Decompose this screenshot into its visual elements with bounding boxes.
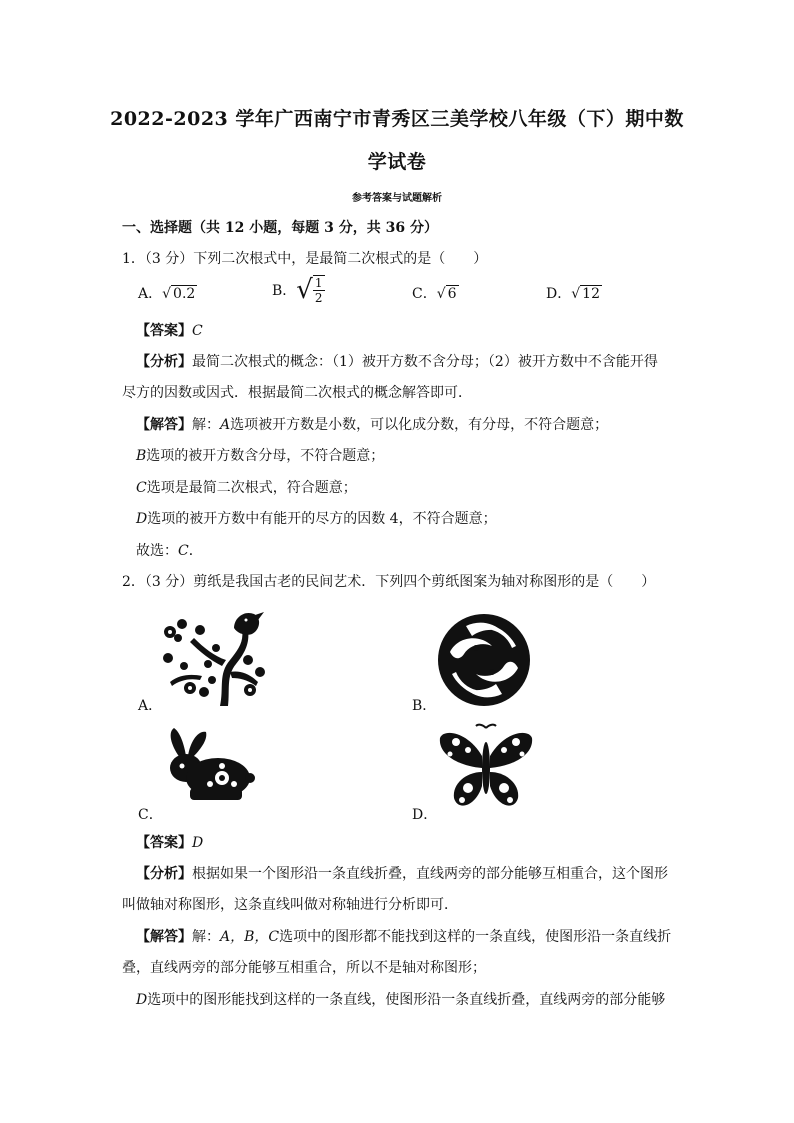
analysis-text: 最简二次根式的概念：（1）被开方数不含分母；（2）被开方数中不含能开得 [192, 354, 658, 370]
analysis-text: 根据如果一个图形沿一条直线折叠，直线两旁的部分能够互相重合，这个图形 [192, 866, 668, 882]
choice-text: ． [188, 543, 203, 559]
solution-letter: D [136, 511, 148, 527]
solution-text: 选项中的图形能找到这样的一条直线，使图形沿一条直线折叠，直线两旁的部分能够 [147, 992, 666, 1008]
papercut-circle-fish-image [436, 612, 532, 708]
option-d-label: D． [546, 286, 572, 302]
answer-tag: 【答案】 [136, 323, 192, 339]
solution-letters: A，B，C [220, 929, 280, 945]
solution-letter: B [136, 448, 147, 464]
solution-text: 选项中的图形都不能找到这样的一条直线，使图形沿一条直线折 [279, 929, 672, 945]
fraction-numerator: 1 [314, 276, 323, 290]
section-heading: 一、选择题（共 12 小题，每题 3 分，共 36 分） [122, 220, 438, 236]
option-c-label: C． [138, 807, 163, 823]
q1-choice [136, 540, 203, 560]
papercut-butterfly-image [438, 722, 534, 814]
papercut-rabbit-image [160, 726, 256, 802]
q1-analysis-line2: 尽方的因数或因式．根据最简二次根式的概念解答即可． [122, 385, 472, 401]
q1-solution-line2 [136, 445, 384, 465]
solution-letter: A [220, 417, 231, 433]
solution-letter: C [136, 480, 147, 496]
analysis-tag: 【分析】 [136, 866, 192, 882]
option-d-radicand: 12 [582, 286, 600, 302]
option-d [546, 283, 602, 303]
sqrt-icon: √ [436, 286, 446, 302]
sqrt-icon: √ [296, 275, 313, 305]
solution-tag: 【解答】 [136, 929, 192, 945]
sqrt-icon: √ [162, 286, 172, 302]
solution-text: 解： [192, 417, 220, 433]
option-c-radicand: 6 [447, 286, 457, 302]
solution-text: 选项是最简二次根式，符合题意； [146, 480, 357, 496]
q1-answer [136, 320, 203, 340]
question-1-stem: 1．（3 分）下列二次根式中，是最简二次根式的是（ ） [122, 251, 488, 267]
option-d-label: D． [412, 807, 438, 823]
option-c [412, 283, 459, 303]
solution-text: 选项的被开方数含分母，不符合题意； [146, 448, 385, 464]
q2-analysis-line2: 叫做轴对称图形，这条直线叫做对称轴进行分析即可． [122, 897, 458, 913]
q2-analysis-line1 [136, 863, 668, 883]
option-b-label: B． [412, 698, 437, 714]
option-a-label: A． [138, 698, 163, 714]
q1-solution-line1 [136, 414, 608, 434]
solution-text: 选项的被开方数中有能开的尽方的因数 4，不符合题意； [147, 511, 497, 527]
analysis-tag: 【分析】 [136, 354, 192, 370]
option-a-label: A． [138, 286, 163, 302]
option-c-label: C． [412, 286, 437, 302]
option-b [272, 275, 325, 305]
answer-tag: 【答案】 [136, 835, 192, 851]
option-a [138, 283, 197, 303]
choice-text: 故选： [136, 543, 178, 559]
option-b-fraction [313, 275, 325, 305]
q2-solution-line2: 叠，直线两旁的部分能够互相重合，所以不是轴对称图形； [122, 960, 486, 976]
question-2-stem: 2．（3 分）剪纸是我国古老的民间艺术．下列四个剪纸图案为轴对称图形的是（ ） [122, 574, 656, 590]
choice-letter: C [178, 543, 189, 559]
q2-answer [136, 832, 203, 852]
answer-value: C [192, 323, 203, 339]
solution-letter: D [136, 992, 148, 1008]
solution-tag: 【解答】 [136, 417, 192, 433]
page-title: 2022-2023 学年广西南宁市青秀区三美学校八年级（下）期中数 [110, 108, 684, 130]
solution-text: 选项被开方数是小数，可以化成分数，有分母，不符合题意； [230, 417, 609, 433]
option-b-label: B． [272, 283, 297, 299]
solution-text: 解： [192, 929, 220, 945]
page-subtitle: 参考答案与试题解析 [352, 193, 442, 204]
q1-analysis-line1 [136, 351, 658, 371]
answer-value: D [192, 835, 204, 851]
q2-solution-line1 [136, 926, 671, 946]
fraction-denominator: 2 [314, 291, 323, 305]
q1-solution-line3 [136, 477, 357, 497]
q2-solution-line3 [136, 989, 665, 1009]
papercut-plum-bird-image [160, 608, 268, 708]
q1-solution-line4 [136, 508, 497, 528]
option-a-radicand: 0.2 [173, 286, 196, 302]
sqrt-icon: √ [571, 286, 581, 302]
page-title-continued: 学试卷 [367, 151, 427, 173]
